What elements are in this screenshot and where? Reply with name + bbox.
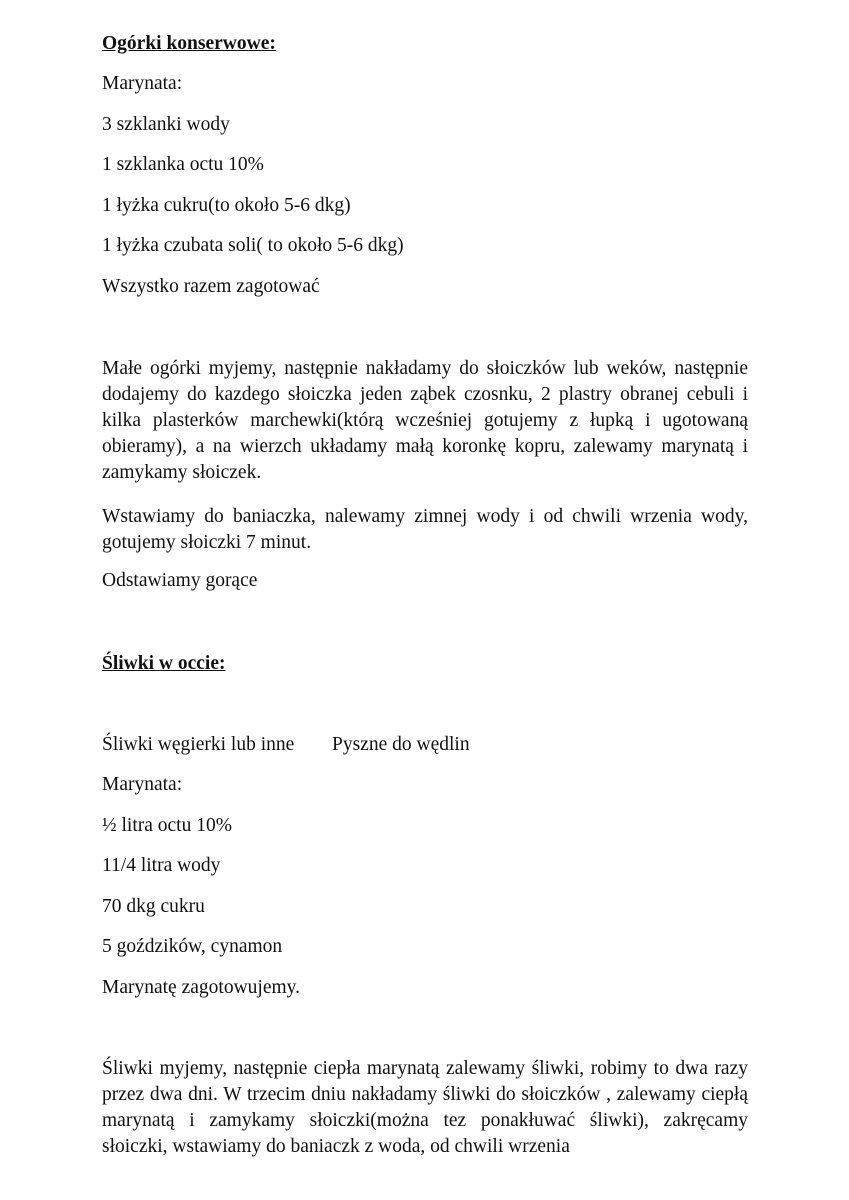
- paragraph: Odstawiamy gorące: [102, 570, 258, 591]
- ingredient-line: 70 dkg cukru: [102, 896, 205, 917]
- paragraph: Śliwki myjemy, następnie ciepła marynatą zalewamy śliwki, robimy to dwa razy przez dwa dni. W trzecim dniu nakładamy śliwki do słoiczków , zalewamy ciepłą marynatą i zamykamy słoiczki(można tez ponakłuwać śliwki), zakręcamy słoiczki, wstawiamy do baniaczk z woda, od chwili wrzenia: [102, 1058, 748, 1157]
- ingredient-line: 5 goździków, cynamon: [102, 936, 283, 957]
- ingredient-line: 11/4 litra wody: [102, 855, 221, 876]
- paragraph: Wstawiamy do baniaczka, nalewamy zimnej wody i od chwili wrzenia wody, gotujemy słoiczki 7 minut.: [102, 506, 748, 553]
- ingredient-line: 1 szklanka octu 10%: [102, 154, 264, 175]
- paragraph: Małe ogórki myjemy, następnie nakładamy do słoiczków lub weków, następnie dodajemy do kazdego słoiczka jeden ząbek czosnku, 2 plastry obranej cebuli i kilka plasterków marchewki(którą wcześniej gotujemy z łupką i ugotowaną obieramy), a na wierzch układamy małą koronkę kopru, zalewamy marynatą i zamykamy słoiczek.: [102, 358, 748, 483]
- ingredient-line: 1 łyżka czubata soli( to około 5-6 dkg): [102, 235, 404, 256]
- section-title-pickles: Ogórki konserwowe:: [102, 33, 276, 54]
- ingredient-line: ½ litra octu 10%: [102, 815, 232, 836]
- subtitle-right: Pyszne do wędlin: [332, 734, 470, 755]
- ingredient-line: Wszystko razem zagotować: [102, 276, 320, 297]
- marinade-label: Marynata:: [102, 774, 183, 795]
- ingredient-line: 1 łyżka cukru(to około 5-6 dkg): [102, 195, 351, 216]
- marinade-label: Marynata:: [102, 73, 183, 94]
- ingredient-line: Marynatę zagotowujemy.: [102, 977, 300, 998]
- section-title-plums: Śliwki w occie:: [102, 653, 226, 674]
- ingredient-line: 3 szklanki wody: [102, 114, 230, 135]
- subtitle-left: Śliwki węgierki lub inne: [102, 734, 295, 755]
